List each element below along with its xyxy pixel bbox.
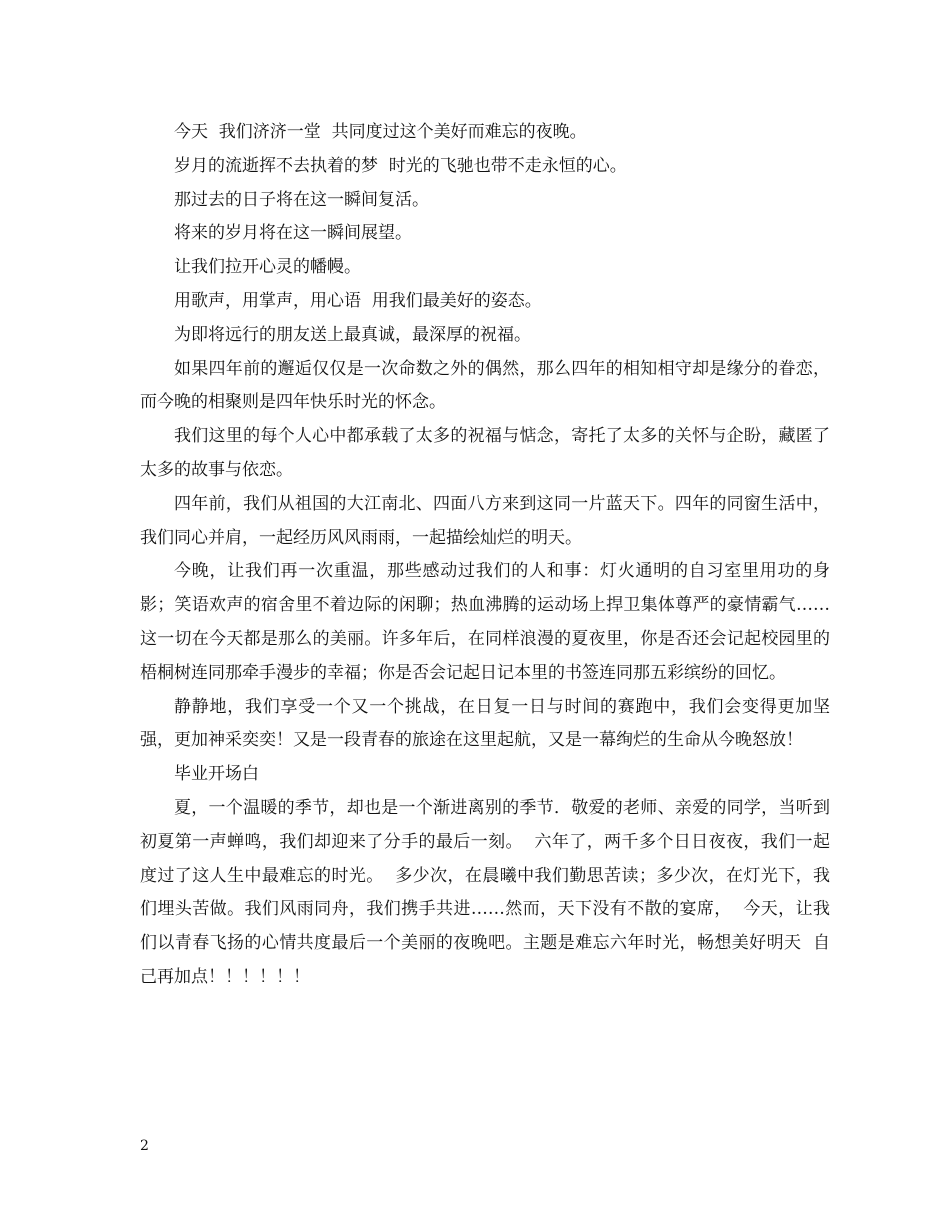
paragraph: 我们这里的每个人心中都承载了太多的祝福与惦念，寄托了太多的关怀与企盼，藏匿了太多的故事与依恋。 [140,426,830,480]
paragraph: 夏，一个温暖的季节，却也是一个渐进离别的季节．敬爱的老师、亲爱的同学，当听到初夏第一声蝉鸣，我们却迎来了分手的最后一刻。 六年了，两千多个日日夜夜，我们一起度过了这人生中最难忘的时光。 多少次，在晨曦中我们勤思苦读；多少次，在灯光下，我们埋头苦做。我们风雨同舟，我们携手共进……然而，天下没有不散的宴席， 今天，让我们以青春飞扬的心情共度最后一个美丽的夜晚吧。主题是难忘六年时光，畅想美好明天 自己再加点！！！！！！ [140,797,830,987]
paragraph: 用歌声，用掌声，用心语 用我们最美好的姿态。 [174,290,542,311]
paragraph: 如果四年前的邂逅仅仅是一次命数之外的偶然，那么四年的相知相守却是缘分的眷恋，而今晚的相聚则是四年快乐时光的怀念。 [140,358,830,413]
paragraph: 那过去的日子将在这一瞬间复活。 [174,189,429,210]
paragraph: 四年前，我们从祖国的大江南北、四面八方来到这同一片蓝天下。四年的同窗生活中，我们同心并肩，一起经历风风雨雨，一起描绘灿烂的明天。 [140,493,830,548]
section-heading: 毕业开场白 [174,764,259,785]
paragraph: 今晚，让我们再一次重温，那些感动过我们的人和事：灯火通明的自习室里用功的身影；笑语欢声的宿舍里不着边际的闲聊；热血沸腾的运动场上捍卫集体尊严的豪情霸气……这一切在今天都是那么的美丽。许多年后，在同样浪漫的夏夜里，你是否还会记起校园里的梧桐树连同那牵手漫步的幸福；你是否会记起日记本里的书签连同那五彩缤纷的回忆。 [140,561,830,683]
paragraph: 为即将远行的朋友送上最真诚，最深厚的祝福。 [174,324,531,345]
paragraph: 岁月的流逝挥不去执着的梦 时光的飞驰也带不走永恒的心。 [174,155,627,176]
page-number: 2 [140,1138,149,1154]
document-body [140,116,830,995]
paragraph: 今天 我们济济一堂 共同度过这个美好而难忘的夜晚。 [174,122,587,142]
paragraph: 将来的岁月将在这一瞬间展望。 [174,223,412,244]
paragraph: 静静地，我们享受一个又一个挑战，在日复一日与时间的赛跑中，我们会变得更加坚强，更加神采奕奕！又是一段青春的旅途在这里起航，又是一幕绚烂的生命从今晚怒放！ [140,696,830,751]
paragraph: 让我们拉开心灵的幡幔。 [174,257,361,278]
